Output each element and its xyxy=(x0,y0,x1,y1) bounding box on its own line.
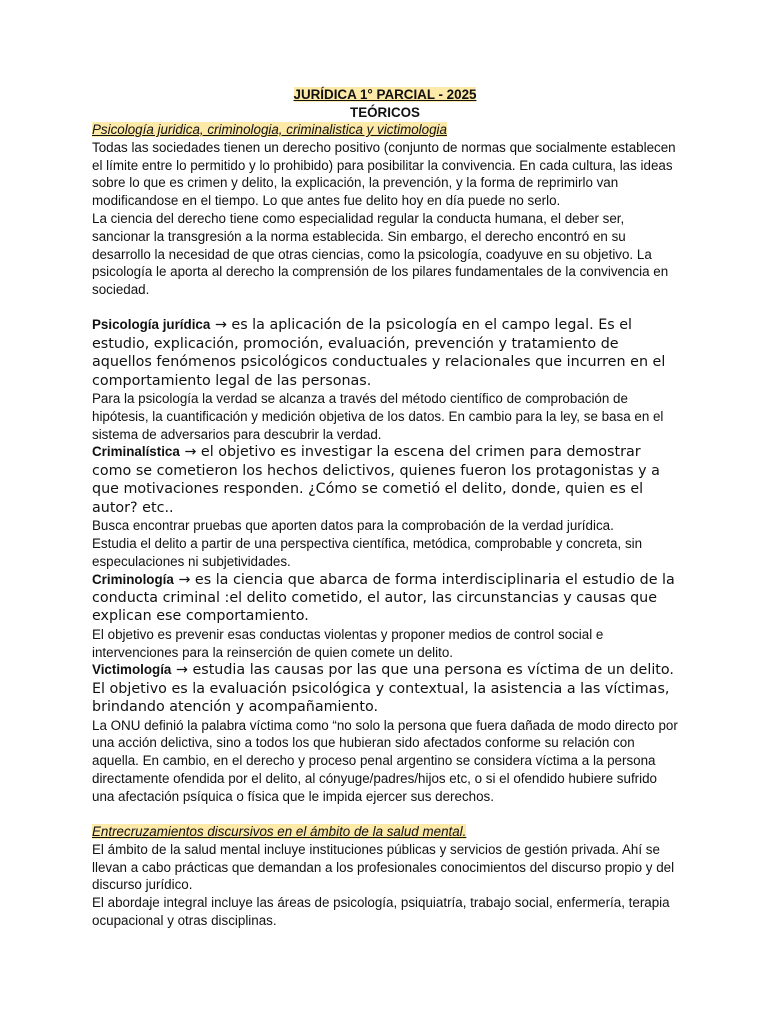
term-psicologia-juridica: Psicología jurídica xyxy=(92,317,211,333)
section-title-1-text: Psicología juridica, criminologia, criminalistica y victimologia xyxy=(92,122,447,137)
spacer xyxy=(92,806,678,824)
term-criminalistica: Criminalística xyxy=(92,444,180,460)
paragraph-2: La ciencia del derecho tiene como especialidad regular la conducta humana, el deber ser, sancionar la transgresión a la norma establecida. Sin embargo, el derecho encontró en su desarrollo la necesidad de que otras ciencias, como la psicología, coadyuve en su objetivo. La psicología le aporta al derecho la comprensión de los pilares fundamentales de la convivencia en sociedad. xyxy=(92,210,669,298)
paragraph-3: Para la psicología la verdad se alcanza a través del método científico de comprobación de hipótesis, la cuantificación y medición objetiva de los datos. En cambio para la ley, se basa en el sistema de adversarios para descubrir la verdad. xyxy=(92,391,664,442)
definition-text-2: → el objetivo es investigar la escena del crimen para demostrar como se cometieron los hechos delictivos, quienes fueron los protagonistas y a que motivaciones responden. ¿Cómo se cometió el delito, donde, quien es el autor? etc.. xyxy=(92,444,660,516)
paragraph-7: La ONU definió la palabra víctima como “no solo la persona que fuera dañada de modo directo por una acción delictiva, sino a todos los que hubieran sido afectados conforme su relación con aquella. En cambio, en el derecho y proceso penal argentino se considera víctima a la persona directamente ofendida por el delito, al cónyuge/padres/hijos etc, o si el ofendido hubiere sufrido una afectación psíquica o física que le impida ejercer sus derechos. xyxy=(92,717,678,804)
paragraph-5: Estudia el delito a partir de una perspectiva científica, metódica, comprobable y concreta, sin especulaciones ni subjetividades. xyxy=(92,535,643,569)
section-title-1 xyxy=(92,121,678,139)
section-title-2 xyxy=(92,823,678,841)
section-title-2-text: Entrecruzamientos discursivos en el ámbito de la salud mental. xyxy=(92,824,467,840)
term-victimologia: Victimología xyxy=(92,662,172,678)
definition-text-1: → es la aplicación de la psicología en el campo legal. Es el estudio, explicación, promoción, evaluación, prevención y tratamiento de aquellos fenómenos psicológicos conductuales y relacionales que incurren en el comportamiento legal de las personas. xyxy=(92,317,666,389)
paragraph-6: El objetivo es prevenir esas conductas violentas y proponer medios de control social e intervenciones para la reinserción de quien comete un delito. xyxy=(92,626,604,660)
spacer xyxy=(92,299,678,317)
definition-text-4: → estudia las causas por las que una persona es víctima de un delito. El objetivo es la evaluación psicológica y contextual, la asistencia a las víctimas, brindando atención y acompañamiento. xyxy=(92,662,674,716)
definition-criminalistica xyxy=(92,443,678,517)
definition-text-3: → es la ciencia que abarca de forma interdisciplinaria el estudio de la conducta criminal :el delito cometido, el autor, las circunstancias y causas que explican ese comportamiento. xyxy=(92,571,675,625)
paragraph-8: El ámbito de la salud mental incluye instituciones públicas y servicios de gestión privada. Ahí se llevan a cabo prácticas que demandan a los profesionales conocimientos del discurso propio y del discurso jurídico. xyxy=(92,841,675,893)
definition-victimologia xyxy=(92,661,678,716)
document-title-text: JURÍDICA 1° PARCIAL - 2025 xyxy=(293,87,477,102)
document-page xyxy=(92,86,678,930)
paragraph-9: El abordaje integral incluye las áreas de psicología, psiquiatría, trabajo social, enfermería, terapia ocupacional y otras disciplinas. xyxy=(92,895,670,928)
term-criminologia: Criminología xyxy=(92,571,174,587)
definition-psicologia-juridica xyxy=(92,316,678,390)
document-title xyxy=(92,86,678,104)
definition-criminologia xyxy=(92,571,678,626)
paragraph-4: Busca encontrar pruebas que aporten datos para la comprobación de la verdad jurídica. xyxy=(92,518,614,534)
document-subtitle: TEÓRICOS xyxy=(350,104,420,120)
paragraph-1: Todas las sociedades tienen un derecho positivo (conjunto de normas que socialmente establecen el límite entre lo permitido y lo prohibido) para posibilitar la convivencia. En cada cultura, las ideas sobre lo que es crimen y delito, la explicación, la prevención, y la forma de reprimirlo van modificandose en el tiempo. Lo que antes fue delito hoy en día puede no serlo. xyxy=(92,139,676,209)
